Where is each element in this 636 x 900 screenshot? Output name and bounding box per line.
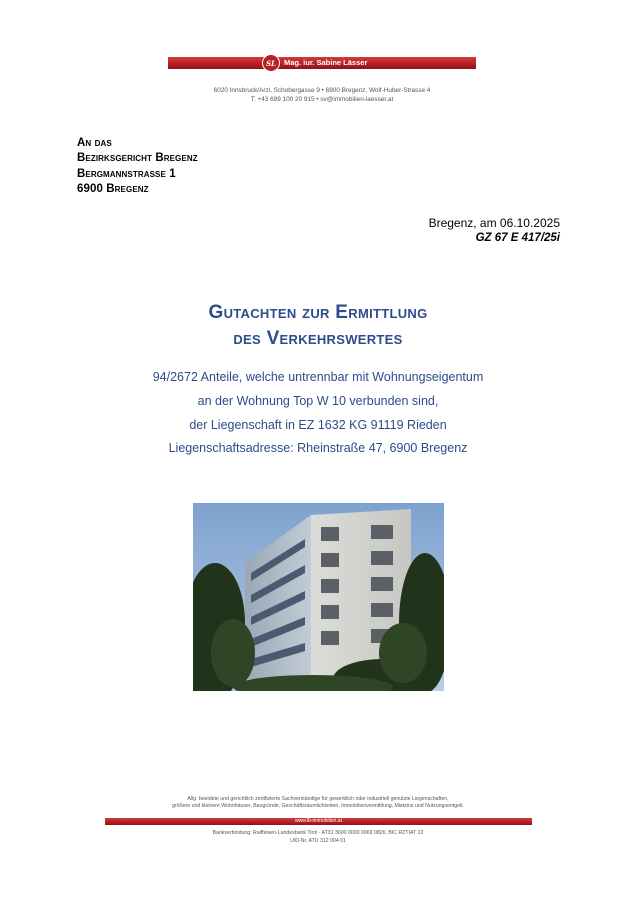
subtitle-line-4: Liegenschaftsadresse: Rheinstraße 47, 6900 Bregenz	[168, 441, 468, 455]
recipient-line-3: Bergmannstrasse 1	[77, 168, 176, 180]
brand-name: Mag. iur. Sabine Lässer	[284, 58, 368, 67]
logo-icon	[262, 54, 280, 72]
recipient-line-1: An das	[77, 137, 112, 149]
building-photo	[193, 503, 444, 691]
footer-qualification-line-1: Allg. beeidete und gerichtlich zertifizierte Sachverständige für gewerblich oder industriell genutzte Liegenschaften,	[187, 796, 449, 802]
footer-website-link[interactable]: www.lb-immobilien.at	[295, 818, 342, 824]
letterhead-contact: T: +43 699 100 20 915 • sv@immobilien-laesser.at	[250, 96, 394, 103]
recipient-line-2: Bezirksgericht Bregenz	[77, 152, 198, 164]
building-photo-illustration	[193, 503, 444, 691]
subtitle-line-1: 94/2672 Anteile, welche untrennbar mit Wohnungseigentum	[152, 370, 484, 384]
footer-qualification-line-2: größere und kleinere Wohnhäuser, Baugründe, Geschäftsräumlichkeiten, Immobilienvermittlung, Mietzins und Nutzungsentgelt.	[172, 803, 464, 809]
document-title-line-2: des Verkehrswertes	[233, 328, 403, 349]
subtitle-line-3: der Liegenschaft in EZ 1632 KG 91119 Rieden	[189, 418, 447, 432]
place-date: Bregenz, am 06.10.2025	[428, 216, 560, 230]
footer-bank-details: Bankverbindung: Raiffeisen-Landesbank Tirol · AT31 3600 0000 0069 0826, BIC RZTIAT 22	[212, 830, 424, 836]
document-title-line-1: Gutachten zur Ermittlung	[208, 302, 428, 323]
recipient-line-4: 6900 Bregenz	[77, 183, 149, 195]
footer-vat-number: UID-Nr. ATU 312 004 01	[290, 838, 346, 844]
subtitle-line-2: an der Wohnung Top W 10 verbunden sind,	[197, 394, 439, 408]
case-number: GZ 67 E 417/25i	[475, 232, 560, 244]
logo-monogram: SL	[266, 58, 276, 68]
letterhead-address: 6020 Innsbruck/Arzl, Schobergasse 9 • 6900 Bregenz, Wolf-Huber-Strasse 4	[213, 87, 431, 94]
